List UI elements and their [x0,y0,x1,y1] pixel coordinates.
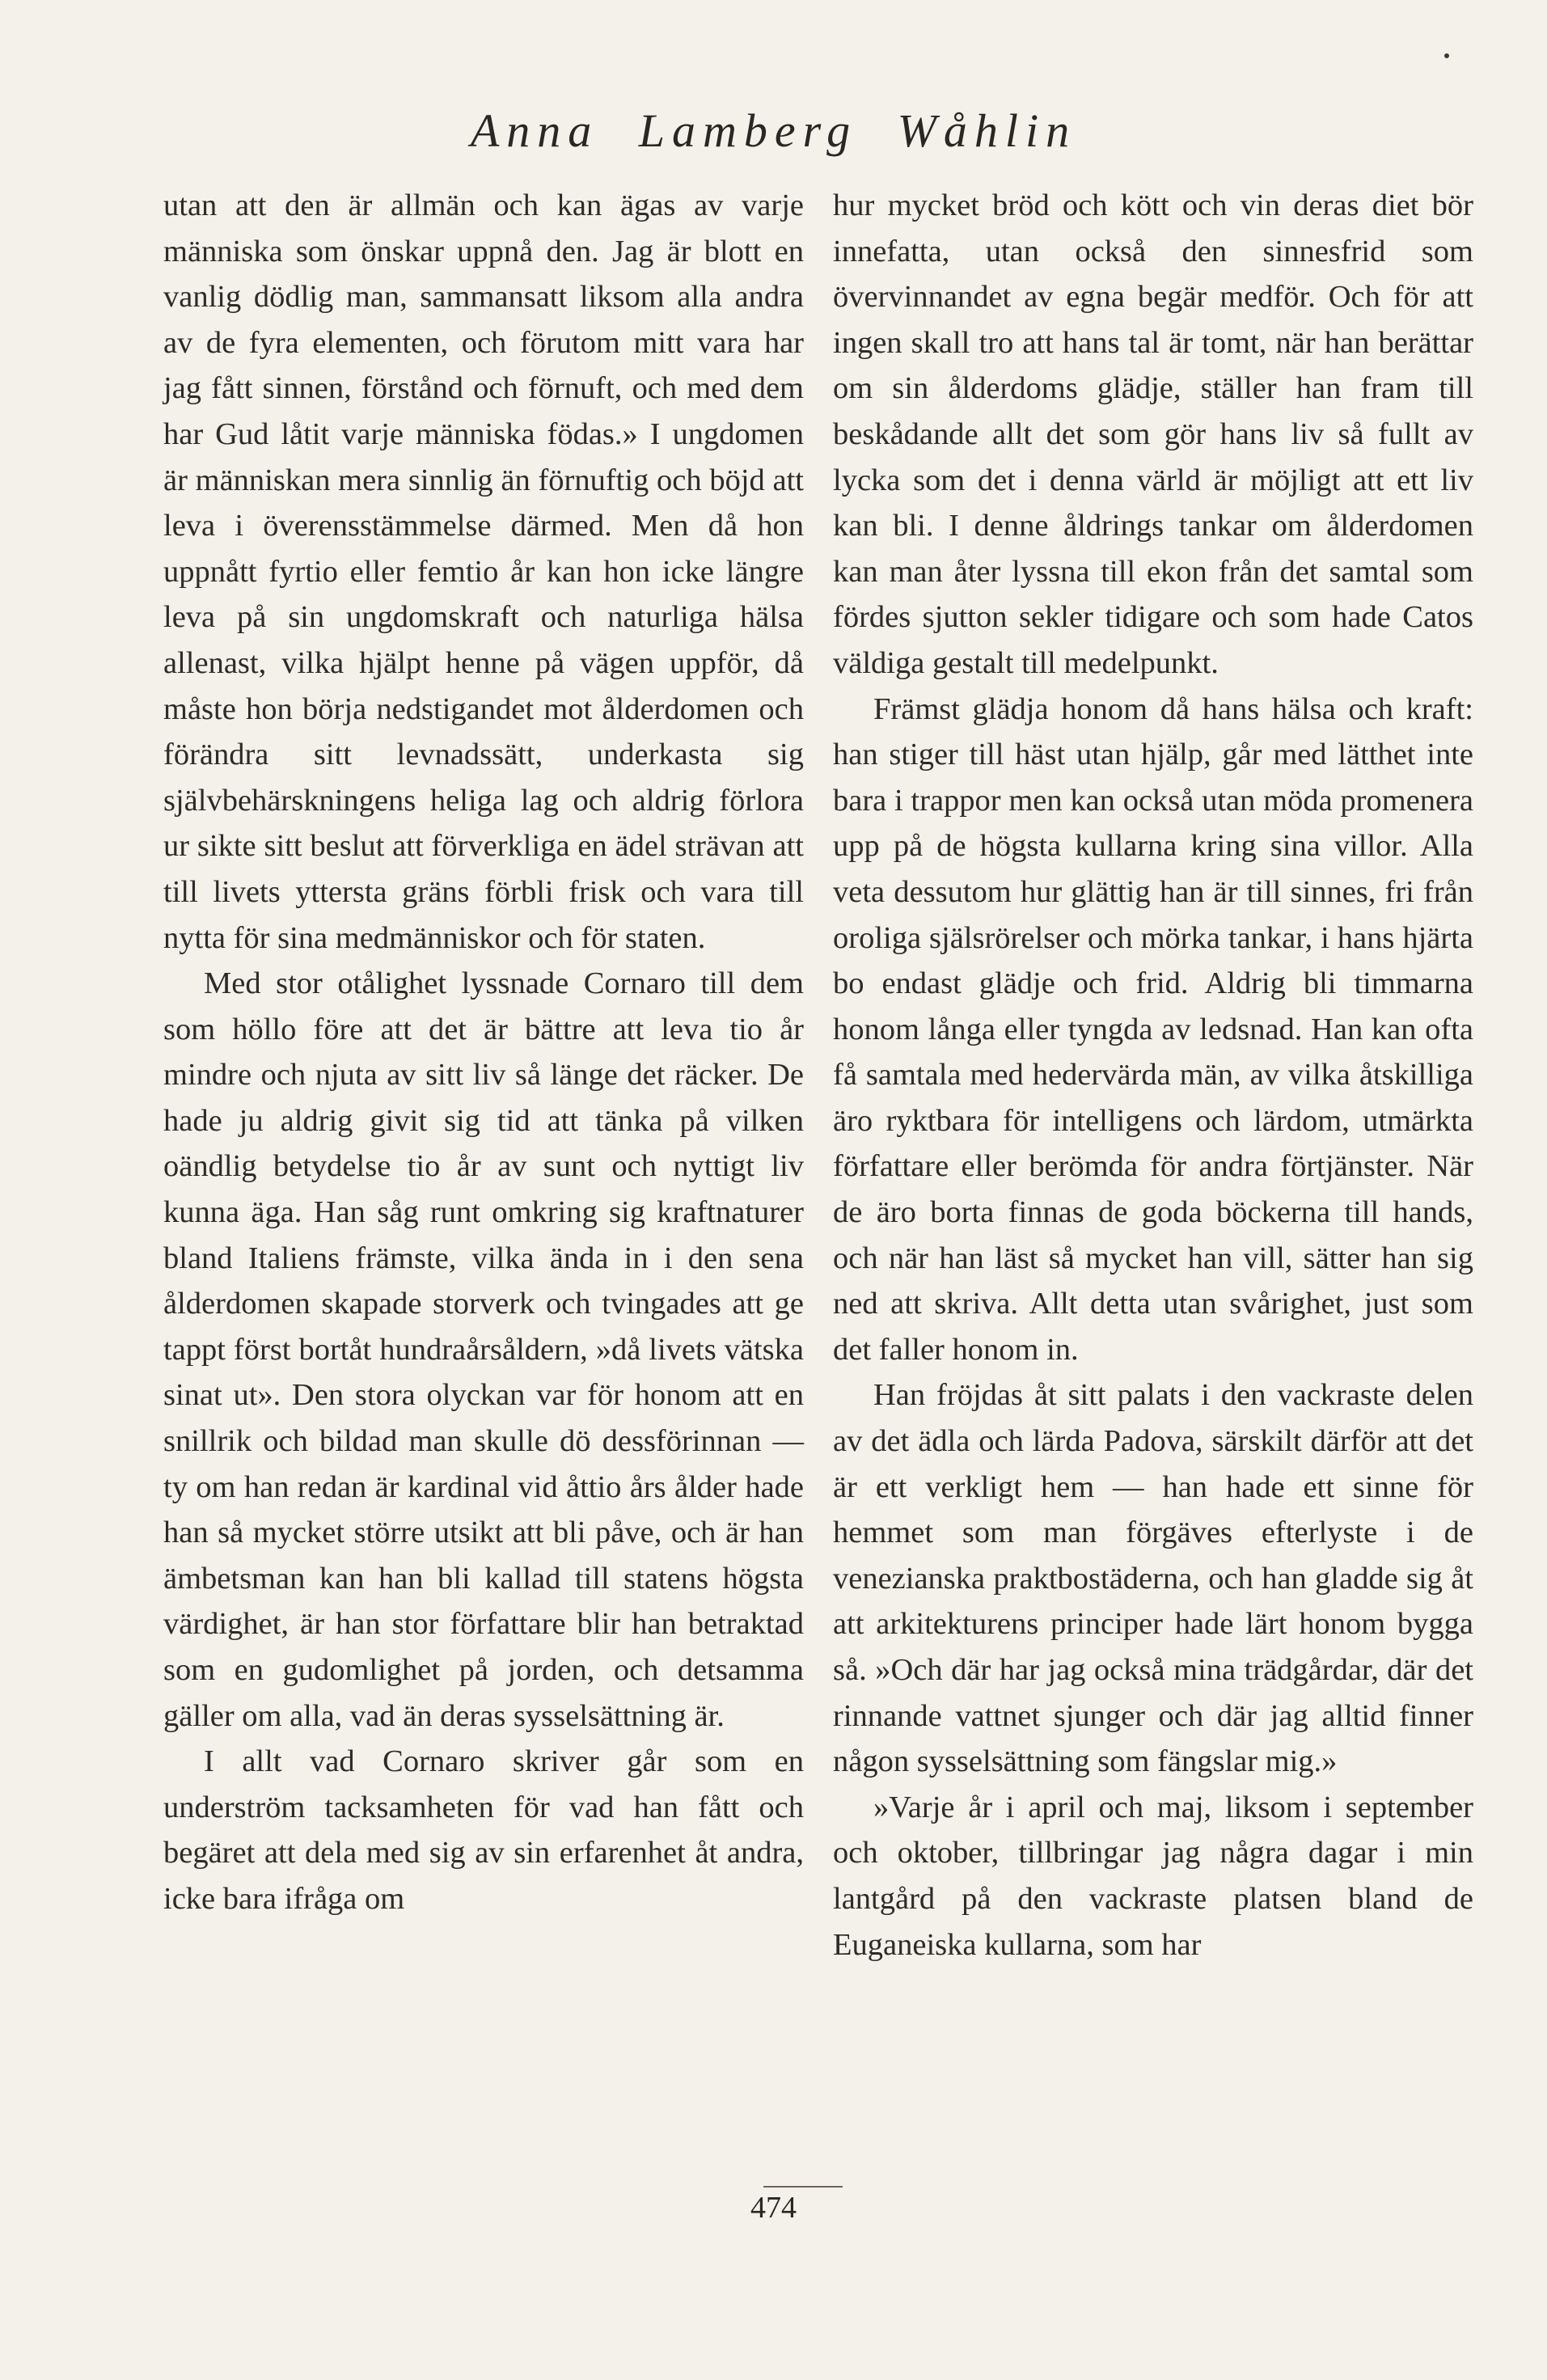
left-paragraph-3: I allt vad Cornaro skriver går som en underström tacksamheten för vad han fått och begäret att dela med sig av sin erfarenhet åt andra, icke bara ifråga om [163,1744,804,1916]
right-column [833,183,1473,1968]
left-paragraph-2: Med stor otålighet lyssnade Cornaro till dem som höllo före att det är bättre att leva tio år mindre och njuta av sitt liv så länge det räcker. De hade ju aldrig givit sig tid att tänka på vilken oändlig betydelse tio år av sunt och nyttigt liv kunna äga. Han såg runt omkring sig kraftnaturer bland Italiens främste, vilka ända in i den sena ålderdomen skapade storverk och tvingades att ge tappt först bortåt hundraårsåldern, »då livets vätska sinat ut». Den stora olyckan var för honom att en snillrik och bildad man skulle dö dessförinnan — ty om han redan är kardinal vid åttio års ålder hade han så mycket större utsikt att bli påve, och är han ämbetsman kan han bli kallad till statens högsta värdighet, är han stor författare blir han betraktad som en gudomlighet på jorden, och detsamma gäller om alla, vad än deras sysselsättning är. [163,966,804,1733]
right-paragraph-4: »Varje år i april och maj, liksom i september och oktober, tillbringar jag några dagar i min lantgård på den vackraste platsen bland de Euganeiska kullarna, som har [833,1790,1473,1962]
page-number: 474 [750,2191,797,2225]
running-head-author: Anna Lamberg Wåhlin [470,104,1077,157]
ink-speck [1444,53,1449,58]
right-paragraph-3: Han fröjdas åt sitt palats i den vackraste delen av det ädla och lärda Padova, särskilt därför att det är ett verkligt hem — han hade ett sinne för hemmet som man förgäves efterlyste i de venezianska praktbostäderna, och han gladde sig åt att arkitekturens principer hade lärt honom bygga så. »Och där har jag också mina trädgårdar, där det rinnande vattnet sjunger och där jag alltid finner någon sysselsättning som fängslar mig.» [833,1378,1473,1779]
right-paragraph-2: Främst glädja honom då hans hälsa och kraft: han stiger till häst utan hjälp, går med lätthet inte bara i trappor men kan också utan möda promenera upp på de högsta kullarna kring sina villor. Alla veta dessutom hur glättig han är till sinnes, fri från oroliga själsrörelser och mörka tankar, i hans hjärta bo endast glädje och frid. Aldrig bli timmarna honom långa eller tyngda av ledsnad. Han kan ofta få samtala med hedervärda män, av vilka åtskilliga äro ryktbara för intelligens och lärdom, utmärkta författare eller berömda för andra förtjänster. När de äro borta finnas de goda böckerna till hands, och när han läst så mycket han vill, sätter han sig ned att skriva. Allt detta utan svårighet, just som det faller honom in. [833,691,1473,1367]
left-paragraph-1: utan att den är allmän och kan ägas av varje människa som önskar uppnå den. Jag är blott en vanlig dödlig man, sammansatt liksom alla andra av de fyra elementen, och förutom mitt vara har jag fått sinnen, förstånd och förnuft, och med dem har Gud låtit varje människa födas.» I ungdomen är människan mera sinnlig än förnuftig och böjd att leva i överensstämmelse därmed. Men då hon uppnått fyrtio eller femtio år kan hon icke längre leva på sin ungdomskraft och naturliga hälsa allenast, vilka hjälpt henne på vägen uppför, då måste hon börja nedstigandet mot ålderdomen och förändra sitt levnadssätt, underkasta sig självbehärskningens heliga lag och aldrig förlora ur sikte sitt beslut att förverkliga en ädel strävan att till livets yttersta gräns förbli frisk och vara till nytta för sina medmänniskor och för staten. [163,188,804,955]
left-column [163,183,804,1922]
right-paragraph-1: hur mycket bröd och kött och vin deras diet bör innefatta, utan också den sinnesfrid som övervinnandet av egna begär medför. Och för att ingen skall tro att hans tal är tomt, när han berättar om sin ålderdoms glädje, ställer han fram till beskådande allt det som gör hans liv så fullt av lycka som det i denna värld är möjligt att ett liv kan bli. I denne åldrings tankar om ålderdomen kan man åter lyssna till ekon från det samtal som fördes sjutton sekler tidigare och som hade Catos väldiga gestalt till medelpunkt. [833,188,1473,680]
page-number-rule [763,2186,843,2188]
